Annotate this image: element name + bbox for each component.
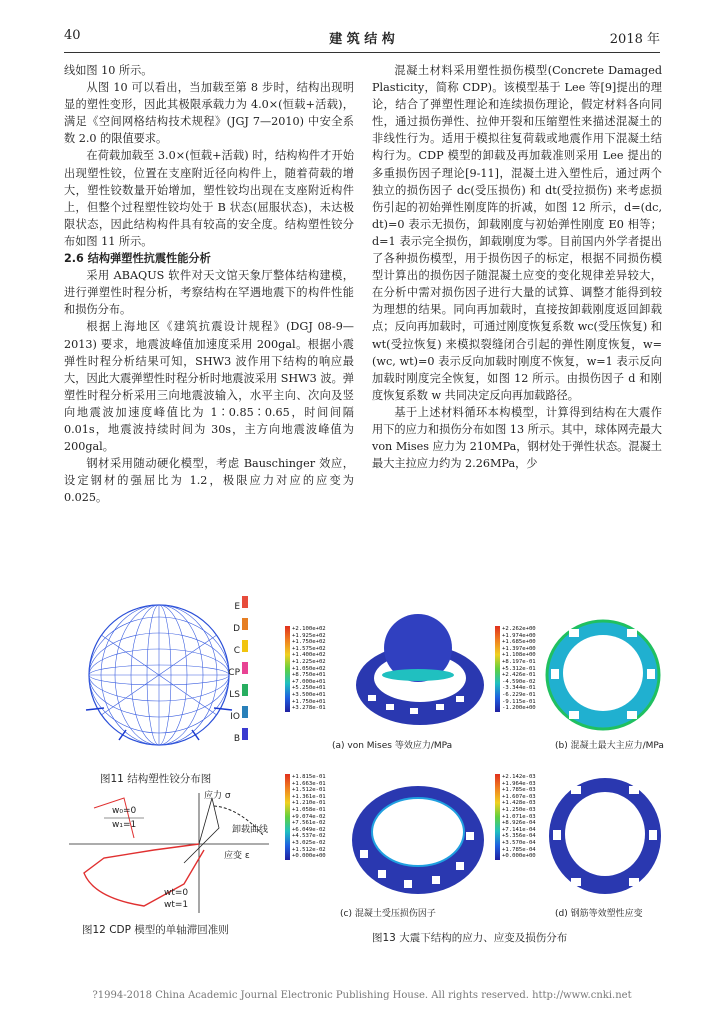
paragraph: 钢材采用随动硬化模型，考虑 Bauschinger 效应，设定钢材的强屈比为 1.2，极限应力对应的应变为 0.025。 bbox=[64, 457, 354, 505]
paragraph: 在荷载加载至 3.0×(恒载+活载) 时，结构构件才开始出现塑性铰，位置在支座附近径向构件上，随着荷载的增大，塑性铰数量开始增加，塑性铰均出现在支座附近构件上，但整个过程塑性铰均处于 B 状态(屈服状态)，未达极限状态，因此结构构件具有较高的安全度。结构塑性铰分布如图 11 所示。 bbox=[64, 149, 354, 248]
paragraph: 混凝土材料采用塑性损伤模型(Concrete Damaged Plasticity，简称 CDP)。该模型基于 Lee 等[9]提出的理论，结合了弹塑性理论和连续损伤理论，假定材料各向同性，通过损伤弹性、拉伸开裂和压缩塑性来描述混凝土的非线性行为。适用于模拟往复荷载或地震作用下混凝土结构行为。CDP 模型的卸载及再加载准则采用 Lee 提出的多重损伤因子理论[9-11]，混凝土进入塑性后，通过两个独立的损伤因子 dc(受压损伤) 和 dt(受拉损伤) 来考虑损伤引起的初始弹性刚度阵的折减，如图 12 所示，d=(dc, dt)=0 表示无损伤，卸载刚度与初始弹性刚度 E0 相等；d=1 表示完全损伤，卸载刚度为零。目前国内外学者提出了各种损伤模型，用于损伤因子的标定，根据不同损伤模型计算出的损伤因子随混凝土应变的变化规律差异较大，在分析中需对损伤因子进行大量的试算、调整才能得到较为理想的结果。同向再加载时，直接按卸载刚度返回卸载点；反向再加载时，可通过刚度恢复系数 wc(受压恢复) 和 wt(受拉恢复) 来模拟裂缝闭合引起的弹性刚度恢复，w=(wc, wt)=0 表示反向加载时刚度不恢复，w=1 表示反向加载时刚度完全恢复，如图 12 所示。由损伤因子 d 和刚度恢复系数 w 共同决定反向再加载路径。 bbox=[372, 64, 662, 402]
rebar-strain-render bbox=[547, 774, 663, 899]
hinge-legend-label: B bbox=[233, 734, 240, 744]
figure-13c: +1.815e-01 +1.663e-01 +1.512e-01 +1.361e-01 +1.210e-01 +1.058e-01 +9.074e-02 +7.561e-02 +6.049e-02 +4.537e-02 +3.025e-02 +1.512e-02 +0.000e+00 (c) 混凝土受压损伤因子 bbox=[280, 770, 490, 920]
figure-13a: +2.100e+02 +1.925e+02 +1.750e+02 +1.575e+02 +1.400e+02 +1.225e+02 +1.050e+02 +8.750e+01 +7.000e+01 +5.250e+01 +3.500e+01 +1.750e+01 +3.278e-01 (a) von Mises 等效应力/MPa bbox=[280, 600, 490, 750]
von-mises-render bbox=[350, 600, 490, 735]
header-rule bbox=[64, 52, 660, 53]
left-column bbox=[64, 62, 354, 506]
page-number: 40 bbox=[64, 28, 81, 43]
paragraph: 基于上述材料循环本构模型，计算得到结构在大震作用下的应力和损伤分布如图 13 所示。其中，球体网壳最大 von Mises 应力为 210MPa，钢材处于弹性状态。混凝土最大主拉应力约为 2.26MPa，少 bbox=[372, 405, 662, 471]
hinge-legend-label: LS bbox=[229, 690, 240, 700]
hinge-legend-label: D bbox=[233, 624, 240, 634]
hinge-legend-label: IO bbox=[230, 712, 240, 722]
paragraph: 线如图 10 所示。 bbox=[64, 64, 153, 77]
w-label: wt=1 bbox=[164, 900, 189, 910]
w-label: w₁=1 bbox=[112, 820, 137, 830]
hinge-legend-label: CP bbox=[228, 668, 240, 678]
compression-damage-render bbox=[348, 770, 488, 900]
w-label: wt=0 bbox=[164, 888, 189, 898]
right-column bbox=[372, 62, 662, 472]
subcaption-a: (a) von Mises 等效应力/MPa bbox=[332, 741, 453, 751]
hinge-legend-label: E bbox=[234, 602, 240, 612]
figure-11 bbox=[64, 590, 264, 790]
figure-12-caption: 图12 CDP 模型的单轴滞回准则 bbox=[82, 924, 229, 936]
journal-year: 2018 年 bbox=[609, 32, 660, 47]
strain-axis-label: 应变 ε bbox=[224, 851, 250, 861]
figure-13b: +2.262e+00 +1.974e+00 +1.685e+00 +1.397e+00 +1.108e+00 +8.197e-01 +5.312e-01 +2.426e-01 -4.590e-02 -3.344e-01 -6.229e-01 -9.115e-01 -1.200e+00 (b) 混凝土最大主应力/MPa bbox=[495, 600, 665, 750]
section-heading: 2.6 结构弹塑性抗震性能分析 bbox=[64, 252, 211, 266]
unload-curve-label: 卸载曲线 bbox=[232, 825, 269, 835]
copyright-footer: ?1994-2018 China Academic Journal Electronic Publishing House. All rights reserved. http://www.cnki.net bbox=[92, 990, 632, 1001]
paragraph: 从图 10 可以看出，当加载至第 8 步时，结构出现明显的塑性变形，因此其极限承载力为 4.0×(恒载+活载)，满足《空间网格结构技术规程》(JGJ 7—2010) 中安全系数 2.0 的限值要求。 bbox=[64, 81, 354, 146]
journal-title: 建 筑 结 构 bbox=[329, 32, 395, 47]
subcaption-b: (b) 混凝土最大主应力/MPa bbox=[555, 741, 664, 751]
subcaption-c: (c) 混凝土受压损伤因子 bbox=[340, 909, 436, 919]
hinge-legend-label: C bbox=[233, 646, 240, 656]
stress-axis-label: 应力 σ bbox=[204, 791, 231, 801]
paragraph: 采用 ABAQUS 软件对天文馆天象厅整体结构建模，进行弹塑性时程分析，考察结构在罕遇地震下的构件性能和损伤分布。 bbox=[64, 269, 354, 317]
figure-12 bbox=[64, 788, 274, 918]
principal-stress-render bbox=[545, 615, 663, 735]
figure-13d: +2.142e-03 +1.964e-03 +1.785e-03 +1.607e-03 +1.428e-03 +1.250e-03 +1.071e-03 +8.926e-04 +7.141e-04 +5.356e-04 +3.570e-04 +1.785e-04 +0.000e+00 (d) 钢筋等效塑性应变 bbox=[495, 770, 665, 920]
paragraph: 根据上海地区《建筑抗震设计规程》(DGJ 08-9—2013) 要求，地震波峰值加速度采用 200gal。根据小震弹性时程分析结果可知，SHW3 波作用下结构的响应最大，因此大震弹塑性时程分析时地震波采用 SHW3 波。弹塑性时程分析采用三向地震波输入，水平主向、次向及竖向地震波加速度峰值比为 1∶0.85∶0.65，时间间隔 0.01s，地震波持续时间为 30s，主方向地震波峰值为 200gal。 bbox=[64, 320, 354, 454]
subcaption-d: (d) 钢筋等效塑性应变 bbox=[555, 909, 643, 919]
figure-13-caption: 图13 大震下结构的应力、应变及损伤分布 bbox=[372, 932, 568, 944]
w-label: w₀=0 bbox=[112, 806, 137, 816]
figure-11-caption: 图11 结构塑性铰分布图 bbox=[100, 773, 212, 785]
